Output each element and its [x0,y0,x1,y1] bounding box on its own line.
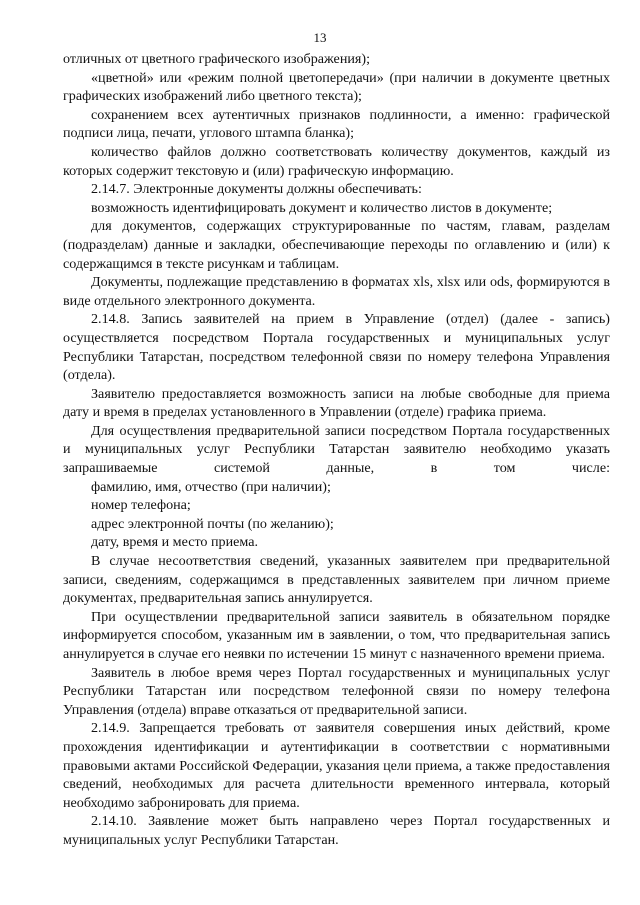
list-item-email: адрес электронной почты (по желанию); [91,515,334,532]
paragraph-color-mode: «цветной» или «режим полной цветопередачи» (при наличии в документе цветных графических изображений либо цветного текста); [63,69,610,105]
list-item-full-name: фамилию, имя, отчество (при наличии); [91,478,331,495]
paragraph-file-count: количество файлов должно соответствовать количеству документов, каждый из которых содержит текстовую и (или) графическую информацию. [63,143,610,179]
paragraph-structured-documents: для документов, содержащих структурированные по частям, главам, разделам (подразделам) данные и закладки, обеспечивающие переходы по оглавлению и (или) к содержащимся в тексте рисункам и таблицам. [63,218,610,272]
paragraph-cancellation: Заявитель в любое время через Портал государственных и муниципальных услуг Республики Татарстан или посредством телефонной связи по номеру телефона Управления (отдела) вправе отказаться от предварительной записи. [63,664,610,718]
paragraph-identify-document: возможность идентифицировать документ и количество листов в документе; [91,199,553,216]
paragraph-2-14-9: 2.14.9. Запрещается требовать от заявителя совершения иных действий, кроме прохождения идентификации и аутентификации в соответствии с нормативными правовыми актами Российской Федерации, указания цели приема, а также предоставления сведений, необходимых для расчета длительности временного интервала, который необходимо забронировать для приема. [63,720,610,811]
paragraph-2-14-8: 2.14.8. Запись заявителей на прием в Управление (отдел) (далее - запись) осуществляется посредством Портала государственных и муниципальных услуг Республики Татарстан, посредством телефонной связи по номеру телефона Управления (отдела). [63,311,610,384]
paragraph-authenticity: сохранением всех аутентичных признаков подлинности, а именно: графической подписи лица, печати, углового штампа бланка); [63,106,610,142]
paragraph-2-14-7: 2.14.7. Электронные документы должны обеспечивать: [91,181,422,198]
paragraph-free-slots: Заявителю предоставляется возможность записи на любые свободные для приема дату и время в пределах установленного в Управлении (отделе) графика приема. [63,385,610,421]
paragraph-mismatch: В случае несоответствия сведений, указанных заявителем при предварительной записи, сведениям, содержащимся в представленных заявителем при личном приеме документах, предварительная запись аннулируется. [63,553,610,607]
paragraph-continuation: отличных от цветного графического изображения); [63,51,370,67]
page-number: 13 [313,30,327,45]
paragraph-preliminary-record: Для осуществления предварительной записи посредством Портала государственных и муниципальных услуг Республики Татарстан заявителю необходимо указать запрашиваемые системой данные, в том числе: [63,422,610,477]
paragraph-spreadsheet-formats: Документы, подлежащие представлению в форматах xls, xlsx или ods, формируются в виде отдельного электронного документа. [63,274,610,309]
list-item-date-time: дату, время и место приема. [91,534,258,551]
paragraph-2-14-10: 2.14.10. Заявление может быть направлено через Портал государственных и муниципальных услуг Республики Татарстан. [63,813,610,848]
list-item-phone: номер телефона; [91,497,191,514]
paragraph-notification: При осуществлении предварительной записи заявитель в обязательном порядке информируется способом, указанным им в заявлении, о том, что предварительная запись аннулируется в случае его неявки по истечении 15 минут с назначенного времени приема. [63,608,610,662]
document-body [63,50,610,850]
